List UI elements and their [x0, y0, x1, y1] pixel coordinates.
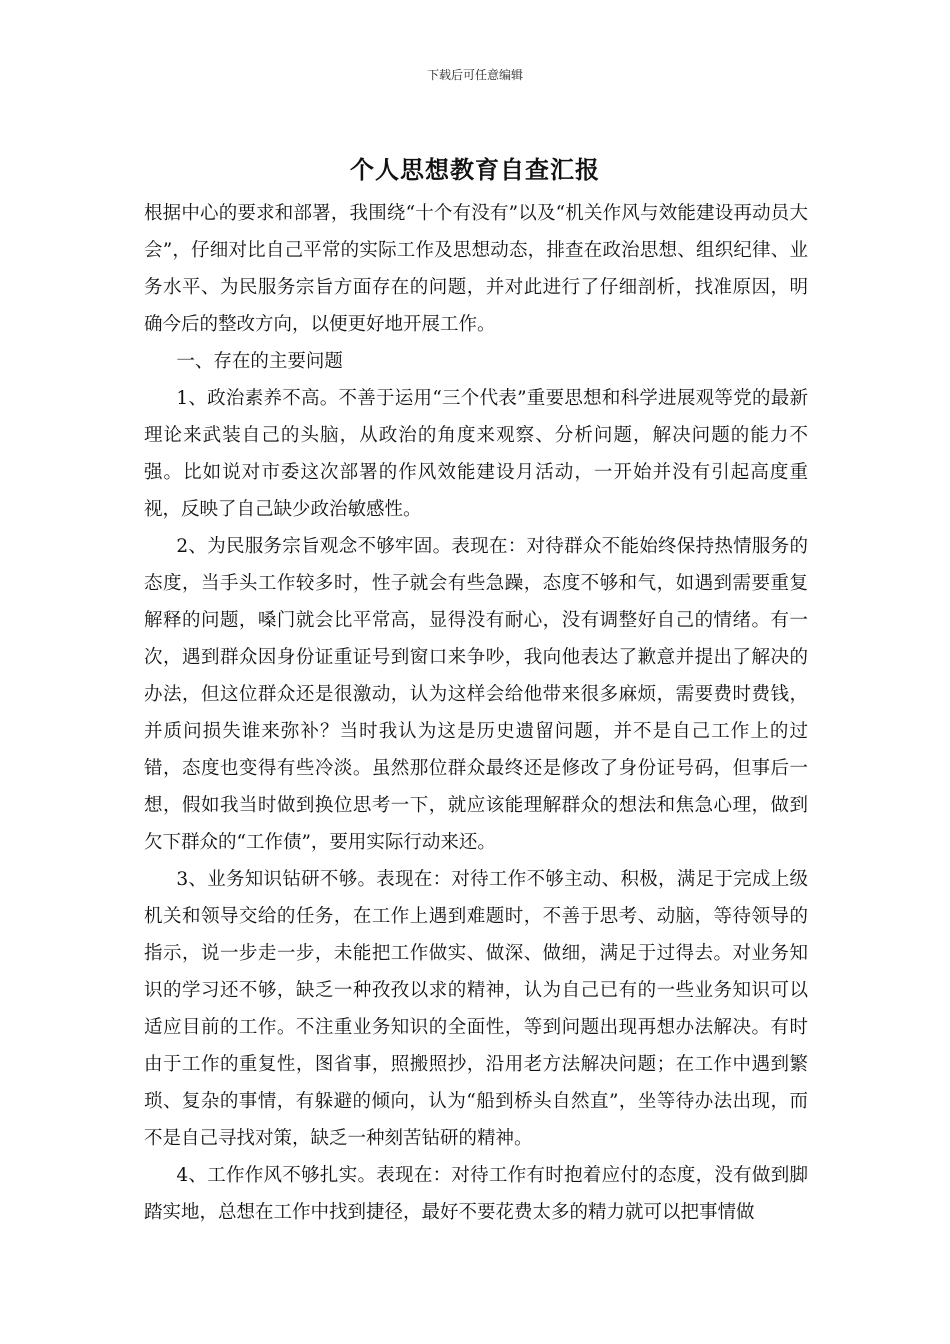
document-body: [144, 195, 808, 1231]
document-title: 个人思想教育自查汇报: [350, 155, 600, 184]
page-header-note: 下载后可任意编辑: [426, 68, 523, 82]
item-paragraph-3: 3、业务知识钻研不够。表现在：对待工作不够主动、积极，满足于完成上级机关和领导交给的任务，在工作上遇到难题时，不善于思考、动脑，等待领导的指示，说一步走一步，未能把工作做实、做深、做细，满足于过得去。对业务知识的学习还不够，缺乏一种孜孜以求的精神，认为自己已有的一些业务知识可以适应目前的工作。不注重业务知识的全面性，等到问题出现再想办法解决。有时由于工作的重复性，图省事，照搬照抄，沿用老方法解决问题；在工作中遇到繁琐、复杂的事情，有躲避的倾向，认为“船到桥头自然直”，坐等待办法出现，而不是自己寻找对策，缺乏一种刻苦钻研的精神。: [144, 869, 808, 1149]
section-heading: 一、存在的主要问题: [176, 351, 343, 372]
item-paragraph-2: 2、为民服务宗旨观念不够牢固。表现在：对待群众不能始终保持热情服务的态度，当手头工作较多时，性子就会有些急躁，态度不够和气，如遇到需要重复解释的问题，嗓门就会比平常高，显得没有耐心，没有调整好自己的情绪。有一次，遇到群众因身份证重证号到窗口来争吵，我向他表达了歉意并提出了解决的办法，但这位群众还是很激动，认为这样会给他带来很多麻烦，需要费时费钱，并质问损失谁来弥补？当时我认为这是历史遗留问题，并不是自己工作上的过错，态度也变得有些冷淡。虽然那位群众最终还是修改了身份证号码，但事后一想，假如我当时做到换位思考一下，就应该能理解群众的想法和焦急心理，做到欠下群众的“工作债”，要用实际行动来还。: [144, 536, 808, 853]
item-paragraph-4: 4、工作作风不够扎实。表现在：对待工作有时抱着应付的态度，没有做到脚踏实地，总想在工作中找到捷径，最好不要花费太多的精力就可以把事情做: [144, 1165, 808, 1223]
intro-paragraph: 根据中心的要求和部署，我围绕“十个有没有”以及“机关作风与效能建设再动员大会”，仔细对比自己平常的实际工作及思想动态，排查在政治思想、组织纪律、业务水平、为民服务宗旨方面存在的问题，并对此进行了仔细剖析，找准原因，明确今后的整改方向，以便更好地开展工作。: [144, 203, 808, 335]
item-paragraph-1: 1、政治素养不高。不善于运用“三个代表”重要思想和科学进展观等党的最新理论来武装自己的头脑，从政治的角度来观察、分析问题，解决问题的能力不强。比如说对市委这次部署的作风效能建设月活动，一开始并没有引起高度重视，反映了自己缺少政治敏感性。: [144, 388, 808, 520]
